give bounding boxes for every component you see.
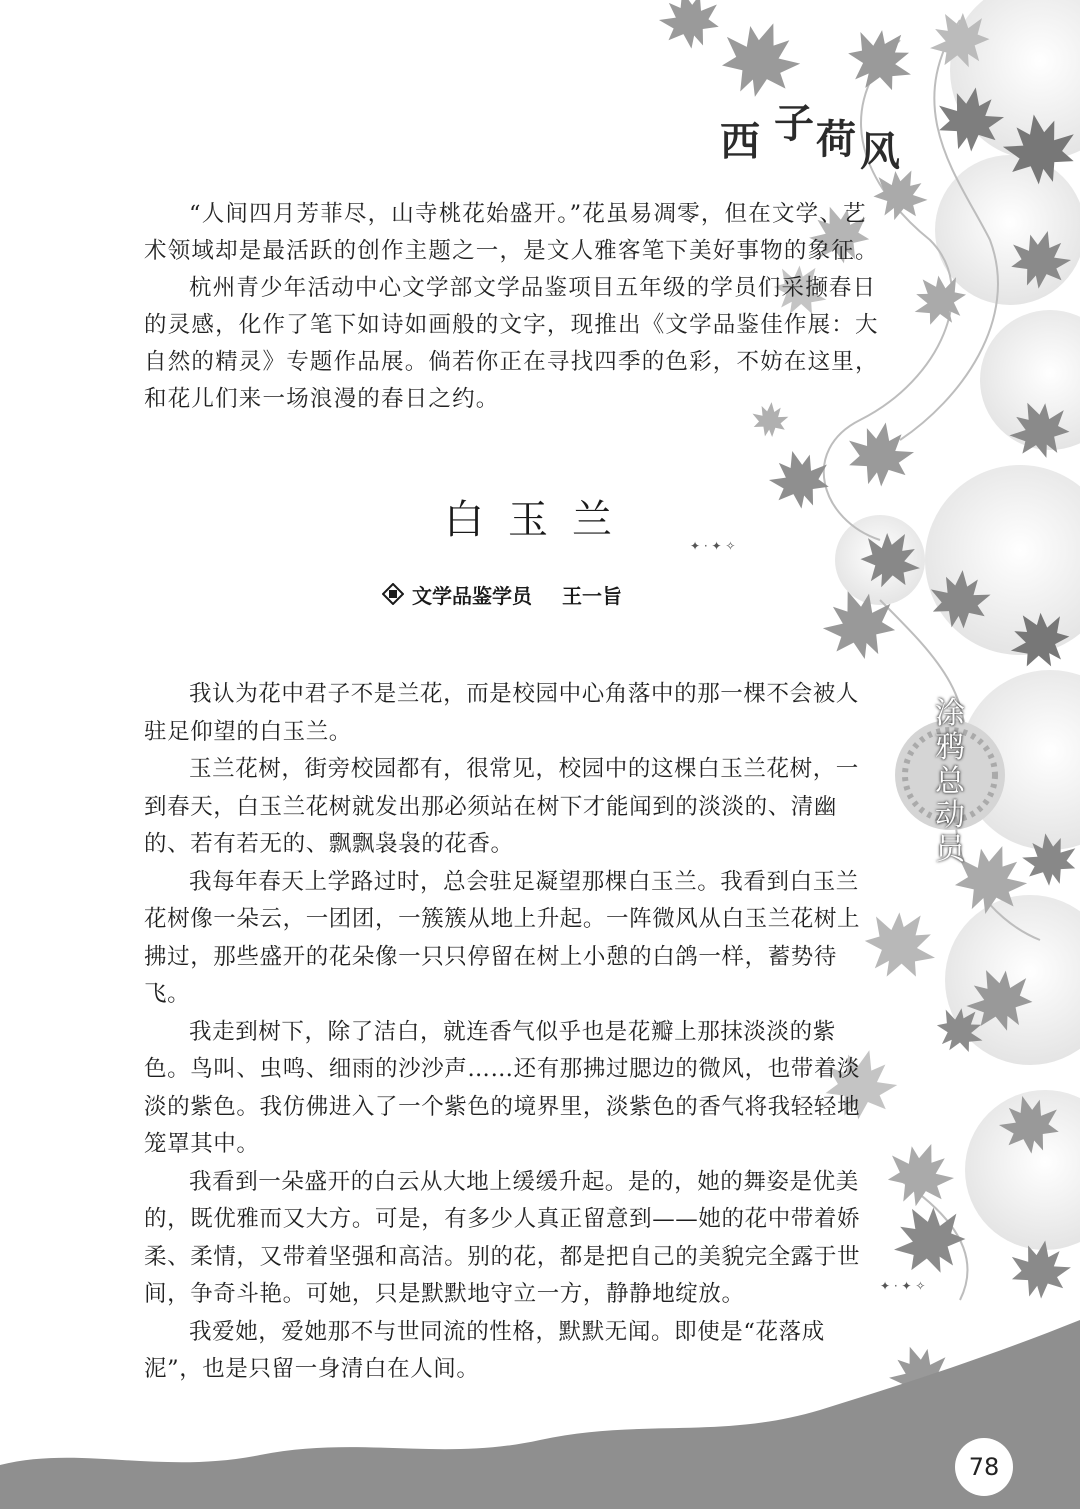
svg-text:✦ · ✦ ✧: ✦ · ✦ ✧ xyxy=(690,539,736,553)
side-tab xyxy=(922,688,978,867)
article-paragraph: 我走到树下，除了洁白，就连香气似乎也是花瓣上那抹淡淡的紫色。鸟叫、虫鸣、细雨的沙沙声……还有那拂过腮边的微风，也带着淡淡的紫色。我仿佛进入了一个紫色的境界里，淡紫色的香气将我轻轻地笼罩其中。 xyxy=(144,1018,861,1157)
column-title-char: 西 xyxy=(720,119,762,165)
article-paragraph: 我认为花中君子不是兰花，而是校园中心角落中的那一棵不会被人驻足仰望的白玉兰。 xyxy=(144,681,859,745)
article-paragraph: 玉兰花树，街旁校园都有，很常见，校园中的这棵白玉兰花树，一到春天，白玉兰花树就发出那必须站在树下才能闻到的淡淡的、清幽的、若有若无的、飘飘袅袅的花香。 xyxy=(144,756,859,857)
page-number: 78 xyxy=(968,1453,1000,1481)
intro-paragraph: 杭州青少年活动中心文学部文学品鉴项目五年级的学员们采撷春日的灵感，化作了笔下如诗如画般的文字，现推出《文学品鉴佳作展：大自然的精灵》专题作品展。倘若你正在寻找四季的色彩，不妨在这里，和花儿们来一场浪漫的春日之约。 xyxy=(144,275,879,412)
article-paragraph: 我爱她，爱她那不与世同流的性格，默默无闻。即使是“花落成泥”，也是只留一身清白在人间。 xyxy=(144,1318,825,1382)
column-title-char: 荷 xyxy=(816,117,858,163)
article-title: 白玉兰 xyxy=(444,497,636,543)
article-body xyxy=(144,676,879,1389)
article-paragraph: 我每年春天上学路过时，总会驻足凝望那棵白玉兰。我看到白玉兰花树像一朵云，一团团，一簇簇从地上升起。一阵微风从白玉兰花树上拂过，那些盛开的花朵像一只只停留在树上小憩的白鸽一样，蓄势待飞。 xyxy=(144,868,861,1007)
intro-section xyxy=(144,196,879,418)
diamond-bullet-icon xyxy=(382,583,404,605)
side-tab-char: 总 xyxy=(935,764,965,799)
side-tab-char: 员 xyxy=(935,832,965,867)
byline-role: 文学品鉴学员 xyxy=(412,583,532,608)
byline xyxy=(382,578,622,610)
side-tab-char: 鸦 xyxy=(935,730,965,765)
byline-author: 王一旨 xyxy=(562,583,622,608)
svg-text:✦ · ✦ ✧: ✦ · ✦ ✧ xyxy=(880,1279,926,1293)
intro-paragraph: “人间四月芳菲尽，山寺桃花始盛开。”花虽易凋零，但在文学、艺术领域却是最活跃的创作主题之一，是文人雅客笔下美好事物的象征。 xyxy=(144,201,879,264)
side-tab-char: 涂 xyxy=(935,696,965,731)
column-title xyxy=(720,92,910,175)
column-title-char: 子 xyxy=(774,101,816,147)
side-tab-char: 动 xyxy=(935,798,965,833)
page-number-badge xyxy=(955,1438,1013,1496)
column-title-char: 风 xyxy=(860,129,902,175)
article-paragraph: 我看到一朵盛开的白云从大地上缓缓升起。是的，她的舞姿是优美的，既优雅而又大方。可是，有多少人真正留意到——她的花中带着娇柔、柔情，又带着坚强和高洁。别的花，都是把自己的美貌完全露于世间，争奇斗艳。可她，只是默默地守立一方，静静地绽放。 xyxy=(144,1168,861,1307)
